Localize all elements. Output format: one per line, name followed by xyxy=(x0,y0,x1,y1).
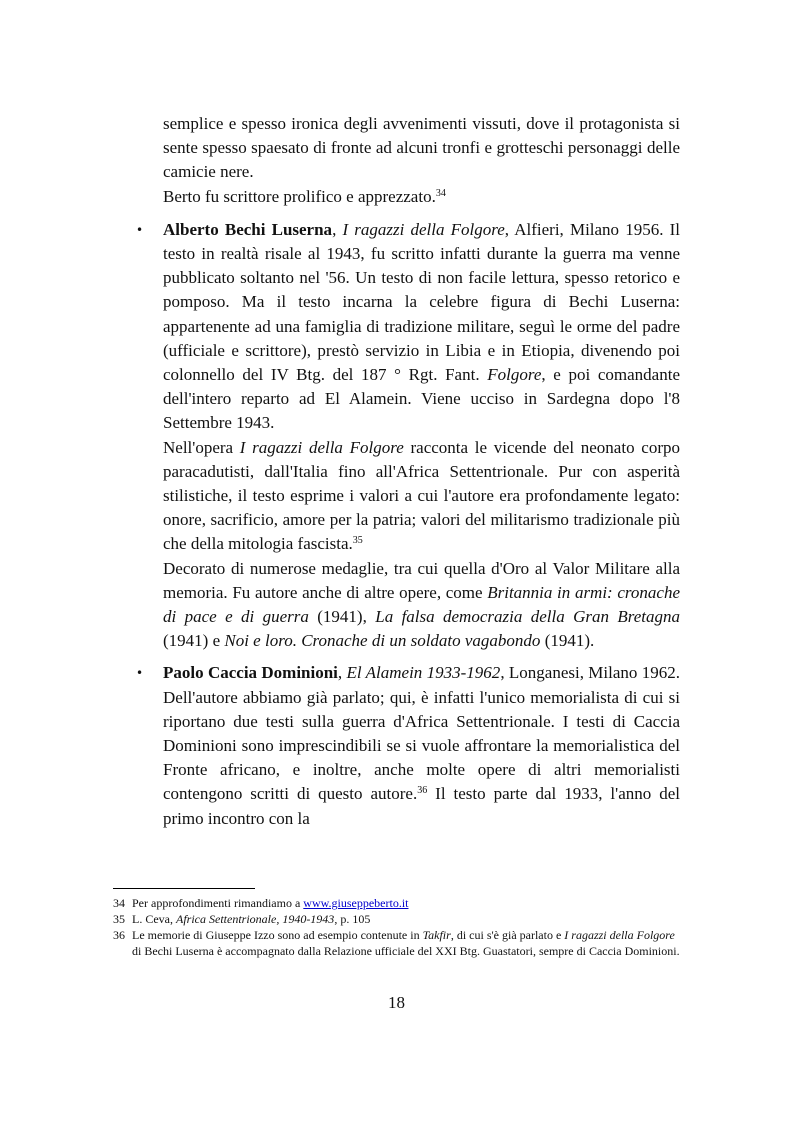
bullet-icon: • xyxy=(136,222,144,237)
entry-sep: , xyxy=(332,219,343,239)
intro-closing-line xyxy=(163,185,680,209)
entry-paragraph-3 xyxy=(163,557,680,654)
entry-unit: Folgore xyxy=(487,365,542,385)
entry-paragraph-2 xyxy=(163,436,680,557)
bibliography-entry-bechi-luserna xyxy=(136,218,680,654)
entry-p2-title: I ragazzi della Folgore xyxy=(239,437,404,457)
footnote-35 xyxy=(113,911,683,927)
entry-work-3: Noi e loro. Cronache di un soldato vagabondo xyxy=(224,631,541,651)
footnotes xyxy=(113,895,683,959)
footnote-ref-34[interactable]: 34 xyxy=(435,187,446,199)
page-number: 18 xyxy=(388,993,405,1012)
entry-p2-pre: Nell'opera xyxy=(163,437,240,457)
entry-publication: , Alfieri, Milano 1956. Il testo in realtà risale al 1943, fu scritto infatti durante la guerra ma venne pubblicato soltanto nel '56. Un testo di non facile lettura, spesso retorico e pomposo. Ma il testo incarna la celebre figura di Bechi Luserna: appartenente ad una famiglia di tradizione militare, seguì le orme del padre (ufficiale e scrittore), prestò servizio in Libia e in Etiopia, divenendo poi colonnello del IV Btg. del 187 ° Rgt. Fant. xyxy=(163,219,680,385)
entry-year-2: (1941) e xyxy=(163,631,225,651)
footnote-number: 34 xyxy=(113,896,125,910)
entry-sep: , xyxy=(337,663,347,683)
footnote-number: 35 xyxy=(113,912,125,926)
footnote-title-1: Takfir xyxy=(422,928,451,942)
intro-text: semplice e spesso ironica degli avvenimenti vissuti, dove il protagonista si sente spesso spaesato di fronte ad alcuni tronfi e grotteschi personaggi delle camicie nere. xyxy=(163,114,680,182)
entry-year-1: (1941), xyxy=(308,607,376,627)
footnote-number: 36 xyxy=(113,928,125,942)
entry-publication: , Longanesi, Milano 1962. Dell'autore abbiamo già parlato; qui, è infatti l'unico memorialista di cui si riportano due testi sulla guerra d'Africa Settentrionale. I testi di Caccia Dominioni sono imprescindibili se si vuole affrontare la memorialistica del Fronte africano, e inoltre, anche molte opere di altri memorialisti contengono scritti di questo autore. xyxy=(163,663,681,804)
bibliography-entry-caccia-dominioni xyxy=(136,661,681,830)
footnote-title-2: I ragazzi della Folgore xyxy=(564,928,675,942)
footnote-separator xyxy=(113,888,255,889)
footnote-text: Per approfondimenti rimandiamo a xyxy=(132,896,304,910)
intro-paragraph xyxy=(163,112,680,209)
entry-year-3: (1941). xyxy=(540,631,595,651)
footnote-mid: , di cui s'è già parlato e xyxy=(450,928,565,942)
entry-p3-text: Decorato di numerose medaglie, tra cui quella d'Oro al Valor Militare alla memoria. Fu autore anche di altre opere, come xyxy=(163,558,680,602)
footnote-ref-36[interactable]: 36 xyxy=(417,785,428,797)
footnote-post: di Bechi Luserna è accompagnato dalla Relazione ufficiale del XXI Btg. Guastatori, sempre di Caccia Dominioni. xyxy=(132,944,680,958)
entry-author: Paolo Caccia Dominioni xyxy=(163,663,338,683)
entry-paragraph xyxy=(163,661,680,830)
entry-publication-cont: Il testo parte dal 1933, l'anno del primo incontro con la xyxy=(163,784,680,828)
entry-p2-text: racconta le vicende del neonato corpo paracadutisti, dall'Italia fino all'Africa Settentrionale. Pur con asperità stilistiche, il testo esprime i valori a cui l'autore era profondamente legato: onore, sacrificio, amore per la patria; valori del militarismo tradizionale più che della mitologia fascista. xyxy=(163,437,680,554)
entry-work-1: Britannia in armi: cronache di pace e di guerra xyxy=(163,582,680,627)
footnote-post: , p. 105 xyxy=(334,912,371,926)
main-text xyxy=(136,112,681,831)
bullet-icon: • xyxy=(136,666,144,681)
entry-paragraph xyxy=(163,218,680,436)
entry-after-unit: , e poi comandante dell'intero reparto ad El Alamein. Viene ucciso in Sardegna dopo l'8 Settembre 1943. xyxy=(163,365,680,433)
entry-work-2: La falsa democrazia della Gran Bretagna xyxy=(375,607,680,627)
intro-closing: Berto fu scrittore prolifico e apprezzato. xyxy=(163,186,436,206)
entry-title: I ragazzi della Folgore xyxy=(342,219,505,239)
entry-title: El Alamein 1933-1962 xyxy=(346,663,501,683)
footnote-ref-35[interactable]: 35 xyxy=(352,535,363,547)
footnote-34 xyxy=(113,895,683,911)
entry-author: Alberto Bechi Luserna xyxy=(163,219,333,239)
footnote-pre: Le memorie di Giuseppe Izzo sono ad esempio contenute in xyxy=(132,928,423,942)
footnote-pre: L. Ceva, xyxy=(132,912,176,926)
giuseppeberto-link[interactable]: www.giuseppeberto.it xyxy=(303,896,409,910)
footnote-36 xyxy=(113,927,683,959)
footnote-title: Africa Settentrionale, 1940-1943 xyxy=(176,912,335,926)
